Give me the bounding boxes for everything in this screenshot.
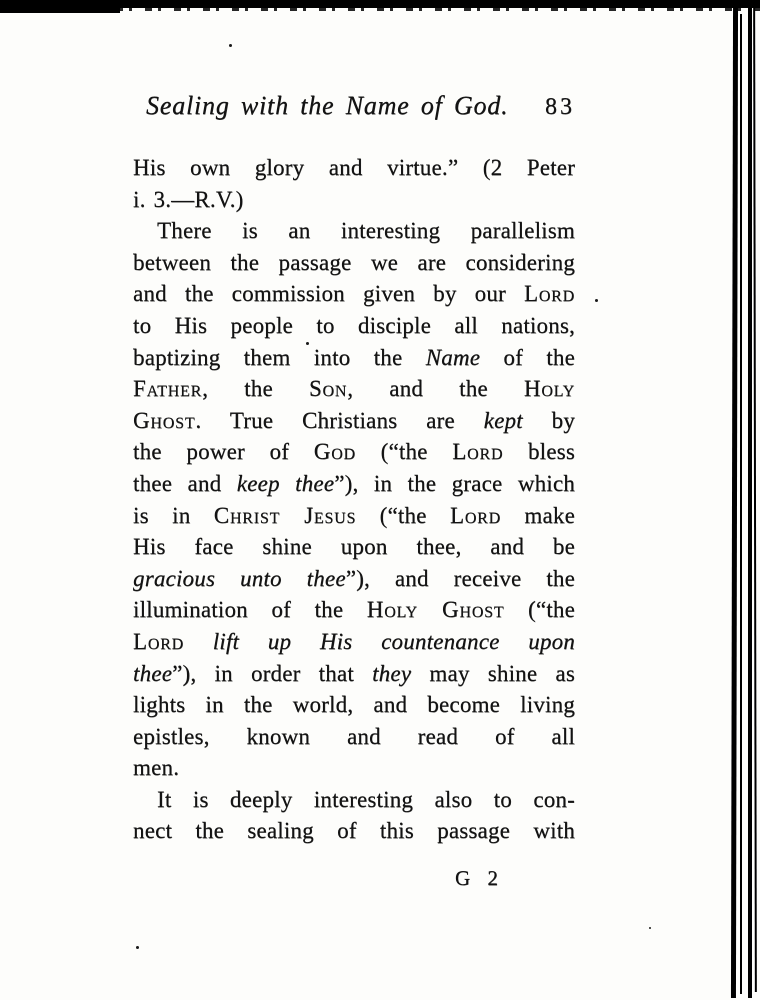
scan-right-stripe — [753, 8, 757, 992]
text-line — [133, 373, 575, 405]
italic-text: Name — [425, 344, 481, 370]
scan-speck — [229, 44, 232, 47]
italic-text: thee — [133, 660, 173, 686]
smallcaps-text: Son — [308, 376, 348, 402]
text-run: i. 3.—R.V.) — [133, 186, 244, 212]
text-line — [133, 721, 575, 753]
text-run: illumination of the — [133, 597, 367, 623]
text-run: by — [522, 407, 576, 433]
text-run: and the commission given by our — [133, 281, 524, 307]
text-line — [133, 594, 575, 626]
text-run: bless — [503, 439, 575, 465]
text-line — [133, 152, 575, 184]
text-run: ”), in order that — [172, 660, 373, 686]
text-run: lights in the world, and become living — [133, 692, 575, 718]
text-run: the power of — [133, 439, 314, 465]
text-line — [133, 689, 575, 721]
text-run: nect the sealing of this passage with — [133, 818, 575, 844]
italic-text: gracious unto thee — [133, 565, 346, 591]
smallcaps-text: Holy — [523, 376, 575, 402]
text-line — [133, 436, 575, 468]
text-run: There is an interesting parallelism — [157, 218, 575, 244]
text-line — [133, 215, 575, 247]
text-run: baptizing them into the — [133, 344, 426, 370]
text-run: to His people to disciple all nations, — [133, 312, 575, 338]
scan-right-stripe — [748, 0, 752, 998]
italic-text: kept — [483, 407, 523, 433]
smallcaps-text: Father — [133, 376, 203, 402]
text-line — [133, 658, 575, 690]
text-run: of the — [480, 344, 575, 370]
italic-text: they — [372, 660, 412, 686]
smallcaps-text: Lord — [133, 628, 185, 654]
text-line — [133, 342, 575, 374]
text-line — [133, 310, 575, 342]
page-number: 83 — [545, 94, 575, 120]
scan-speck — [136, 946, 139, 949]
smallcaps-text: Christ Jesus — [213, 502, 357, 528]
signature-mark: G 2 — [455, 866, 498, 890]
running-header — [133, 91, 575, 121]
text-run: is in — [133, 502, 214, 528]
smallcaps-text: Lord — [449, 502, 501, 528]
text-line — [133, 184, 575, 216]
text-line — [133, 563, 575, 595]
page-title: Sealing with the Name of God. — [146, 91, 509, 120]
text-run: His face shine upon thee, and be — [133, 534, 575, 560]
text-line — [133, 784, 575, 816]
text-line — [133, 626, 575, 658]
text-line — [133, 500, 575, 532]
text-run: (“the — [356, 502, 450, 528]
text-run: , and the — [347, 376, 524, 402]
text-line — [133, 815, 575, 847]
text-run: It is deeply interesting also to con- — [157, 786, 575, 812]
text-run: between the passage we are considering — [133, 249, 575, 275]
smallcaps-text: Ghost — [133, 407, 196, 433]
scan-right-stripe — [740, 14, 742, 994]
text-run: (“the — [355, 439, 453, 465]
smallcaps-text: Lord — [523, 281, 575, 307]
text-run: epistles, known and read of all — [133, 723, 575, 749]
text-line — [133, 278, 575, 310]
italic-text: lift up His countenance upon — [212, 628, 575, 654]
text-run: thee and — [133, 470, 237, 496]
text-run: make — [501, 502, 575, 528]
smallcaps-text: Lord — [452, 439, 504, 465]
text-run: His own glory and virtue.” (2 Peter — [133, 155, 575, 180]
text-line — [133, 531, 575, 563]
text-run: may shine as — [411, 660, 575, 686]
text-run: men. — [133, 755, 180, 781]
scan-speck — [595, 299, 598, 302]
smallcaps-text: God — [313, 439, 356, 465]
text-run: . True Christians are — [195, 407, 484, 433]
text-run: ”), and receive the — [345, 565, 575, 591]
text-run: (“the — [504, 597, 575, 623]
scan-speck — [649, 927, 651, 929]
text-run — [184, 629, 213, 654]
text-run: , the — [202, 376, 309, 402]
text-run: ”), in the grace which — [334, 470, 576, 496]
italic-text: keep thee — [236, 470, 335, 496]
text-line — [133, 468, 575, 500]
smallcaps-text: Holy Ghost — [366, 597, 505, 623]
scan-top-edge-blob — [0, 0, 120, 13]
scan-right-stripe — [731, 5, 738, 998]
text-line — [133, 247, 575, 279]
text-line — [133, 752, 575, 784]
page-text — [133, 152, 575, 847]
text-line — [133, 405, 575, 437]
